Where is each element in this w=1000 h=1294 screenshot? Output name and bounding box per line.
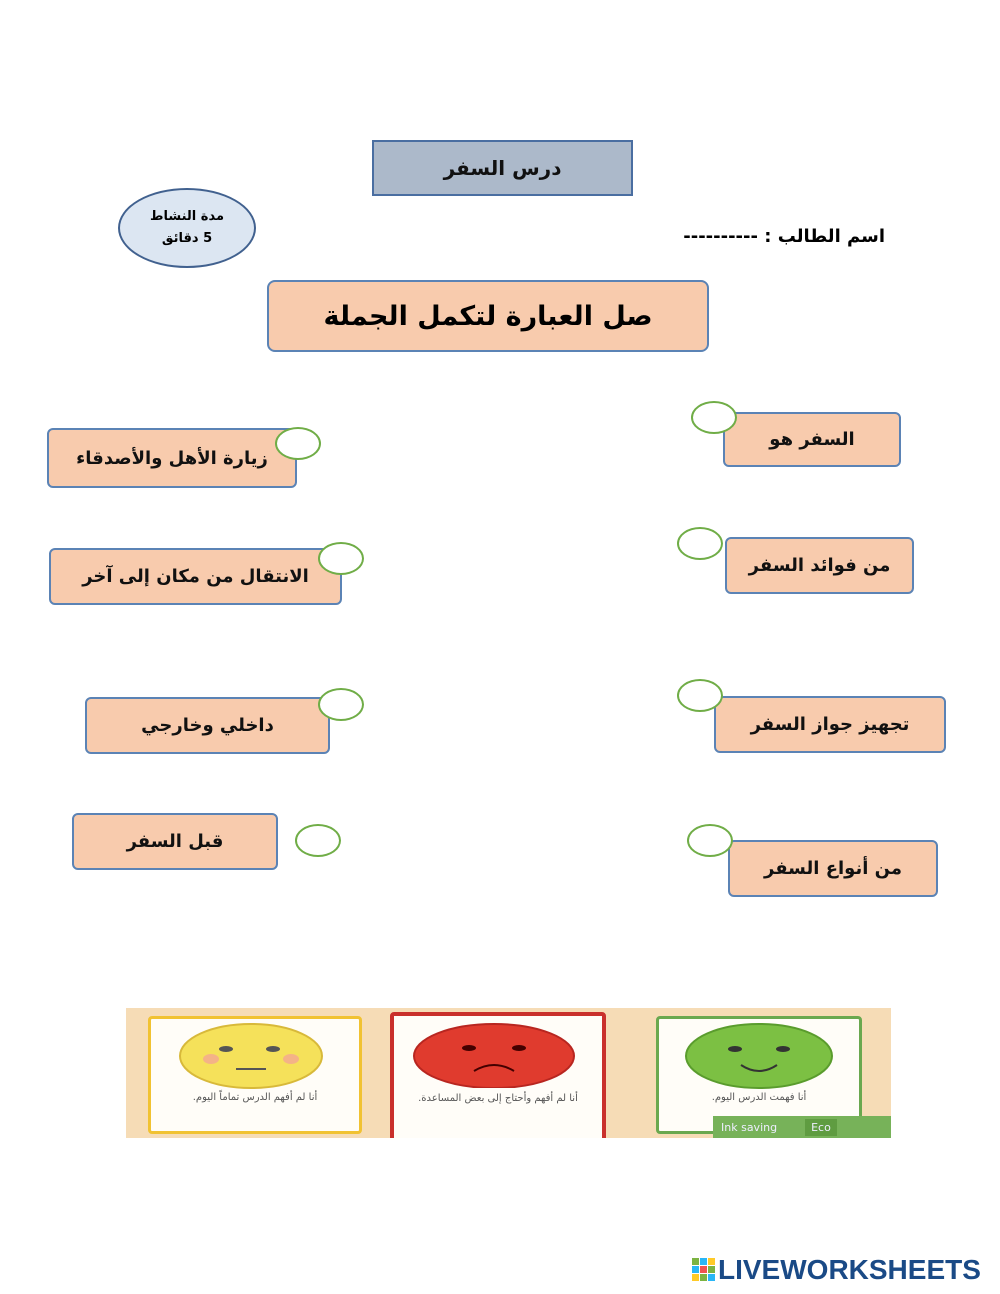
right-card-1: السفر هو	[723, 412, 901, 467]
liveworksheets-logo-icon	[692, 1258, 716, 1282]
sad-face-icon	[394, 1016, 602, 1088]
brand-text: LIVEWORKSHEETS	[718, 1254, 981, 1285]
neutral-face-icon	[151, 1019, 359, 1089]
match-dot-right-1[interactable]	[691, 401, 737, 434]
happy-face-icon	[659, 1019, 859, 1089]
match-dot-right-2[interactable]	[677, 527, 723, 560]
duration-label: مدة النشاط	[150, 209, 225, 224]
match-dot-left-3[interactable]	[318, 688, 364, 721]
instruction-banner: صل العبارة لتكمل الجملة	[267, 280, 709, 352]
left-card-4: قبل السفر	[72, 813, 278, 870]
eco-label: Eco	[805, 1119, 837, 1136]
match-dot-left-2[interactable]	[318, 542, 364, 575]
ink-saving-bar	[713, 1116, 891, 1138]
neutral-face-card	[148, 1016, 362, 1134]
match-dot-right-3[interactable]	[677, 679, 723, 712]
neutral-face-text: أنا لم أفهم الدرس تماماً اليوم.	[192, 1092, 318, 1103]
duration-value: 5 دقائق	[161, 231, 213, 246]
right-card-2: من فوائد السفر	[725, 537, 914, 594]
sad-face-card	[390, 1012, 606, 1138]
left-card-3: داخلي وخارجي	[85, 697, 330, 754]
happy-face-text: أنا فهمت الدرس اليوم.	[711, 1092, 807, 1103]
activity-duration-badge	[118, 188, 256, 268]
right-card-3: تجهيز جواز السفر	[714, 696, 946, 753]
match-dot-right-4[interactable]	[687, 824, 733, 857]
self-assessment-strip	[126, 1008, 891, 1138]
liveworksheets-logo	[692, 1254, 981, 1286]
ink-saving-label: Ink saving	[721, 1120, 778, 1134]
match-dot-left-1[interactable]	[275, 427, 321, 460]
match-dot-left-4[interactable]	[295, 824, 341, 857]
left-card-1: زيارة الأهل والأصدقاء	[47, 428, 297, 488]
sad-face-text: أنا لم أفهم وأحتاج إلى بعض المساعدة.	[418, 1093, 578, 1104]
lesson-title: درس السفر	[372, 140, 633, 196]
right-card-4: من أنواع السفر	[728, 840, 938, 897]
left-card-2: الانتقال من مكان إلى آخر	[49, 548, 342, 605]
student-name-label: اسم الطالب : ----------	[683, 226, 885, 247]
